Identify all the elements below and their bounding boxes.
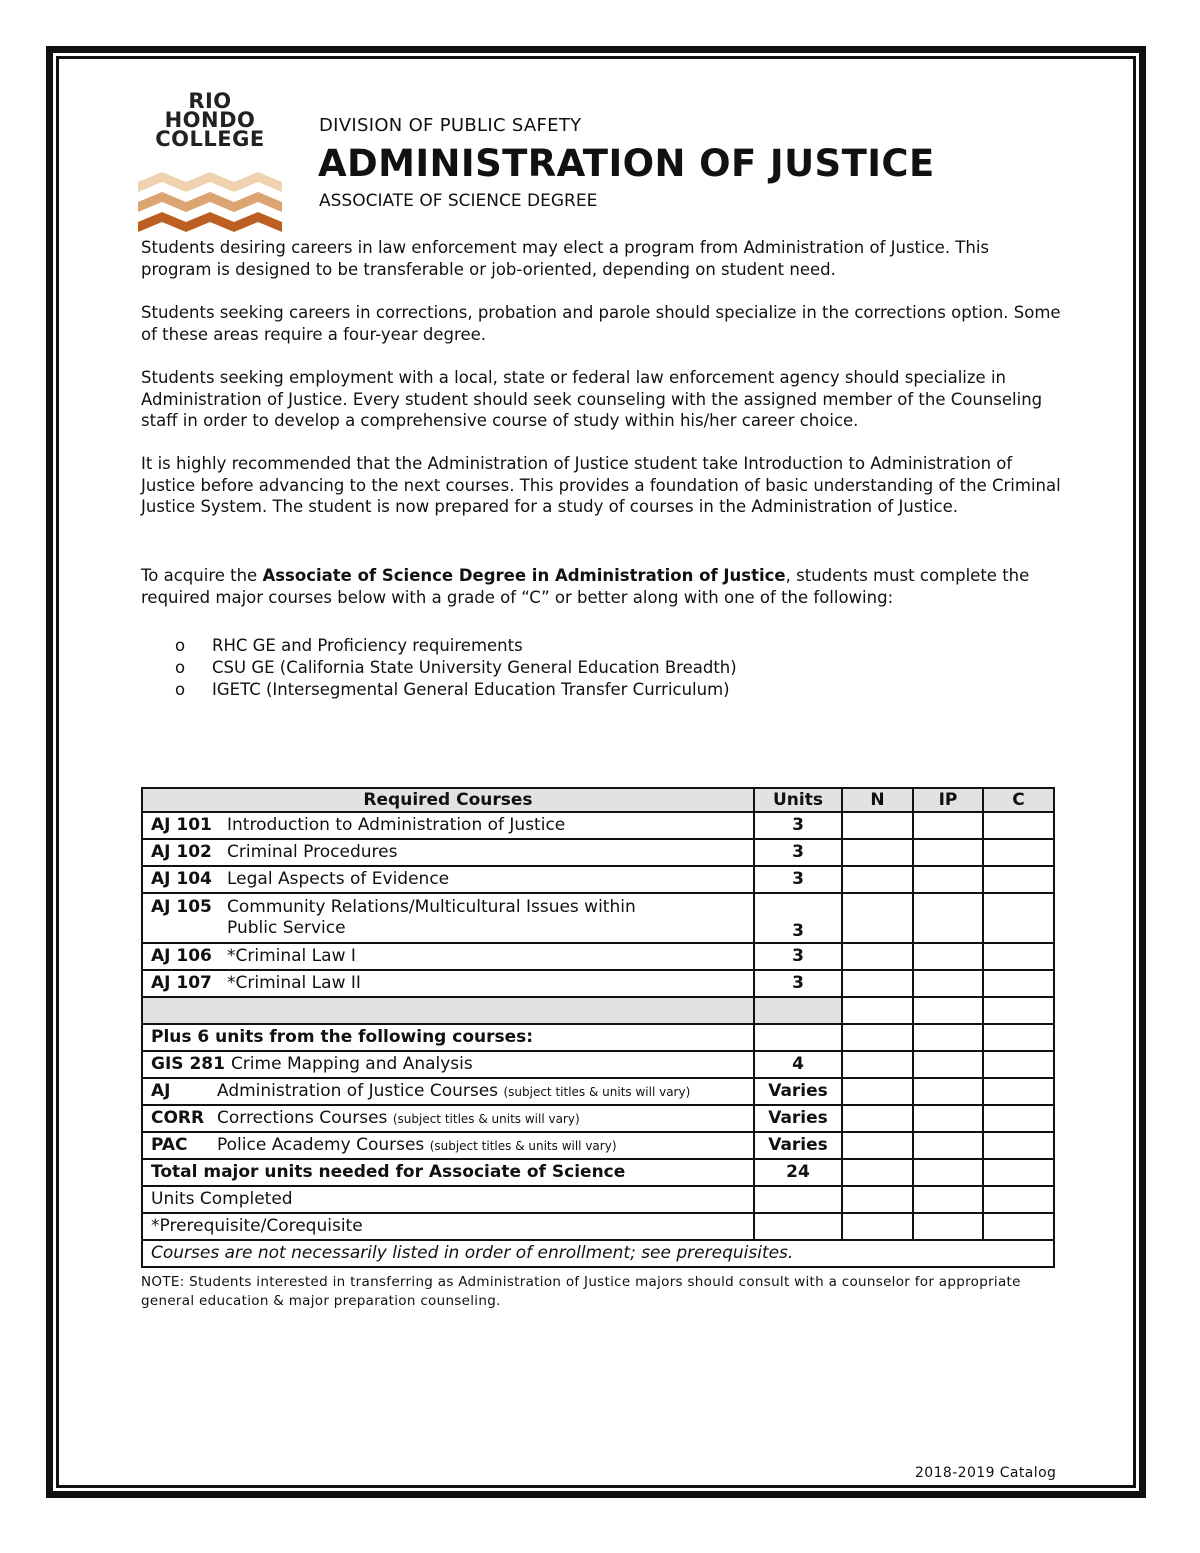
table-row bbox=[142, 1051, 1054, 1078]
course-title: Legal Aspects of Evidence bbox=[227, 869, 450, 889]
course-title: Criminal Procedures bbox=[227, 842, 398, 862]
units-completed-value bbox=[754, 1186, 842, 1213]
logo-line-3: COLLEGE bbox=[155, 127, 265, 151]
status-cell bbox=[913, 839, 983, 866]
table-row bbox=[142, 839, 1054, 866]
course-code: AJ 106 bbox=[151, 946, 212, 966]
table-row bbox=[142, 1078, 1054, 1105]
course-units: 3 bbox=[754, 812, 842, 839]
logo-waves-icon bbox=[138, 164, 282, 232]
spacer-row bbox=[142, 997, 1054, 1024]
intro-paragraph-2: Students seeking careers in corrections, probation and parole should specialize in the corrections option. Some of these areas require a four-year degree. bbox=[141, 303, 1061, 344]
status-cell bbox=[913, 1132, 983, 1159]
course-title: *Criminal Law II bbox=[227, 973, 361, 993]
option-label: CSU GE (California State University General Education Breadth) bbox=[212, 658, 737, 677]
status-cell bbox=[842, 866, 913, 893]
table-row bbox=[142, 893, 1054, 943]
required-courses-table bbox=[141, 787, 1055, 1268]
table-header-row bbox=[142, 788, 1054, 812]
bullet-marker: o bbox=[175, 658, 186, 677]
status-cell bbox=[913, 970, 983, 997]
table-row bbox=[142, 1105, 1054, 1132]
column-header-units: Units bbox=[754, 788, 842, 812]
course-title: Corrections Courses bbox=[217, 1107, 388, 1128]
option-label: RHC GE and Proficiency requirements bbox=[212, 636, 523, 655]
status-cell bbox=[913, 1105, 983, 1132]
bullet-marker: o bbox=[175, 636, 186, 655]
status-cell bbox=[842, 970, 913, 997]
table-footnote-row bbox=[142, 1240, 1054, 1267]
course-note: (subject titles & units will vary) bbox=[503, 1084, 691, 1099]
status-cell bbox=[983, 1078, 1054, 1105]
units-completed-label: Units Completed bbox=[142, 1186, 754, 1213]
ge-options-list bbox=[141, 635, 1041, 701]
course-code: AJ bbox=[151, 1080, 171, 1101]
course-units: 3 bbox=[754, 839, 842, 866]
course-units: 3 bbox=[754, 893, 842, 943]
course-code: AJ 101 bbox=[151, 815, 212, 835]
intro-paragraph-1: Students desiring careers in law enforcement may elect a program from Administration of Justice. This program is designed to be transferable or job-oriented, depending on student need. bbox=[141, 238, 990, 279]
course-title-continued: Public Service bbox=[227, 918, 346, 938]
course-note: (subject titles & units will vary) bbox=[429, 1138, 617, 1153]
total-row bbox=[142, 1159, 1054, 1186]
catalog-year: 2018-2019 Catalog bbox=[915, 1465, 1057, 1481]
course-code: AJ 102 bbox=[151, 842, 212, 862]
elective-intro-label: Plus 6 units from the following courses: bbox=[142, 1024, 754, 1051]
table-footnote: Courses are not necessarily listed in order of enrollment; see prerequisites. bbox=[142, 1240, 1054, 1267]
status-cell bbox=[983, 1051, 1054, 1078]
status-cell bbox=[983, 970, 1054, 997]
status-cell bbox=[983, 866, 1054, 893]
status-cell bbox=[913, 1051, 983, 1078]
status-cell bbox=[983, 1132, 1054, 1159]
course-title: Introduction to Administration of Justice bbox=[227, 815, 566, 835]
requirement-text-start: To acquire the bbox=[141, 566, 263, 585]
intro-paragraph-4: It is highly recommended that the Administration of Justice student take Introduction to Administration of Justice before advancing to the next courses. This provides a foundation of basic understanding of the Criminal Justice System. The student is now prepared for a study of courses in the Administration of Justice. bbox=[141, 454, 1061, 516]
status-cell bbox=[913, 893, 983, 943]
column-header-n: N bbox=[842, 788, 913, 812]
status-cell bbox=[913, 866, 983, 893]
course-title: Community Relations/Multicultural Issues within bbox=[227, 897, 636, 917]
list-item bbox=[141, 657, 1041, 679]
transfer-note: NOTE: Students interested in transferring as Administration of Justice majors should consult with a counselor for appropriate general education & major preparation counseling. bbox=[141, 1274, 1021, 1309]
table-row bbox=[142, 1024, 1054, 1051]
course-units: 3 bbox=[754, 943, 842, 970]
course-units: Varies bbox=[754, 1132, 842, 1159]
logo-wordmark bbox=[138, 89, 282, 151]
status-cell bbox=[913, 812, 983, 839]
table-row bbox=[142, 1213, 1054, 1240]
course-note: (subject titles & units will vary) bbox=[392, 1111, 580, 1126]
status-cell bbox=[983, 1105, 1054, 1132]
bullet-marker: o bbox=[175, 680, 186, 699]
table-row bbox=[142, 812, 1054, 839]
course-code: AJ 107 bbox=[151, 973, 212, 993]
status-cell bbox=[983, 943, 1054, 970]
total-units: 24 bbox=[754, 1159, 842, 1186]
degree-requirement-paragraph bbox=[141, 565, 1061, 608]
total-label: Total major units needed for Associate of Science bbox=[142, 1159, 754, 1186]
course-code: AJ 104 bbox=[151, 869, 212, 889]
course-units: 3 bbox=[754, 970, 842, 997]
table-row bbox=[142, 1186, 1054, 1213]
list-item bbox=[141, 679, 1041, 701]
status-cell bbox=[842, 839, 913, 866]
course-units: Varies bbox=[754, 1078, 842, 1105]
option-label: IGETC (Intersegmental General Education Transfer Curriculum) bbox=[212, 680, 730, 699]
table-row bbox=[142, 866, 1054, 893]
course-title: *Criminal Law I bbox=[227, 946, 356, 966]
status-cell bbox=[842, 812, 913, 839]
course-code: PAC bbox=[151, 1134, 188, 1155]
status-cell bbox=[842, 893, 913, 943]
college-logo bbox=[138, 89, 282, 232]
course-title: Police Academy Courses bbox=[217, 1134, 425, 1155]
status-cell bbox=[983, 812, 1054, 839]
course-title: Administration of Justice Courses bbox=[217, 1080, 499, 1101]
status-cell bbox=[842, 943, 913, 970]
course-code: CORR bbox=[151, 1107, 205, 1128]
status-cell bbox=[842, 1105, 913, 1132]
course-code: AJ 105 bbox=[151, 897, 212, 917]
course-units: Varies bbox=[754, 1105, 842, 1132]
table-row bbox=[142, 1132, 1054, 1159]
status-cell bbox=[983, 839, 1054, 866]
status-cell bbox=[983, 893, 1054, 943]
column-header-ip: IP bbox=[913, 788, 983, 812]
prerequisite-note: *Prerequisite/Corequisite bbox=[142, 1213, 754, 1240]
status-cell bbox=[842, 1051, 913, 1078]
course-units: 4 bbox=[754, 1051, 842, 1078]
course-units: 3 bbox=[754, 866, 842, 893]
status-cell bbox=[842, 1078, 913, 1105]
status-cell bbox=[842, 1132, 913, 1159]
status-cell bbox=[913, 943, 983, 970]
column-header-courses: Required Courses bbox=[142, 788, 754, 812]
page-title: ADMINISTRATION OF JUSTICE bbox=[318, 142, 935, 185]
list-item bbox=[141, 635, 1041, 657]
requirement-text-end: , students must complete the required major courses below with a grade of “C” or better along with one of the following: bbox=[141, 566, 1030, 607]
logo-line-2: HONDO bbox=[164, 108, 256, 132]
division-label: DIVISION OF PUBLIC SAFETY bbox=[319, 115, 582, 136]
logo-line-1: RIO bbox=[188, 89, 232, 113]
requirement-degree-name: Associate of Science Degree in Administration of Justice bbox=[262, 566, 786, 585]
table-row bbox=[142, 970, 1054, 997]
course-title: Crime Mapping and Analysis bbox=[230, 1054, 473, 1074]
degree-subtitle: ASSOCIATE OF SCIENCE DEGREE bbox=[319, 191, 598, 211]
course-code: GIS 281 bbox=[151, 1054, 225, 1074]
column-header-c: C bbox=[983, 788, 1054, 812]
intro-paragraph-3: Students seeking employment with a local, state or federal law enforcement agency should specialize in Administration of Justice. Every student should seek counseling with the assigned member of the Counseling staff in order to develop a comprehensive course of study within his/her career choice. bbox=[141, 368, 1043, 430]
table-row bbox=[142, 943, 1054, 970]
status-cell bbox=[913, 1078, 983, 1105]
